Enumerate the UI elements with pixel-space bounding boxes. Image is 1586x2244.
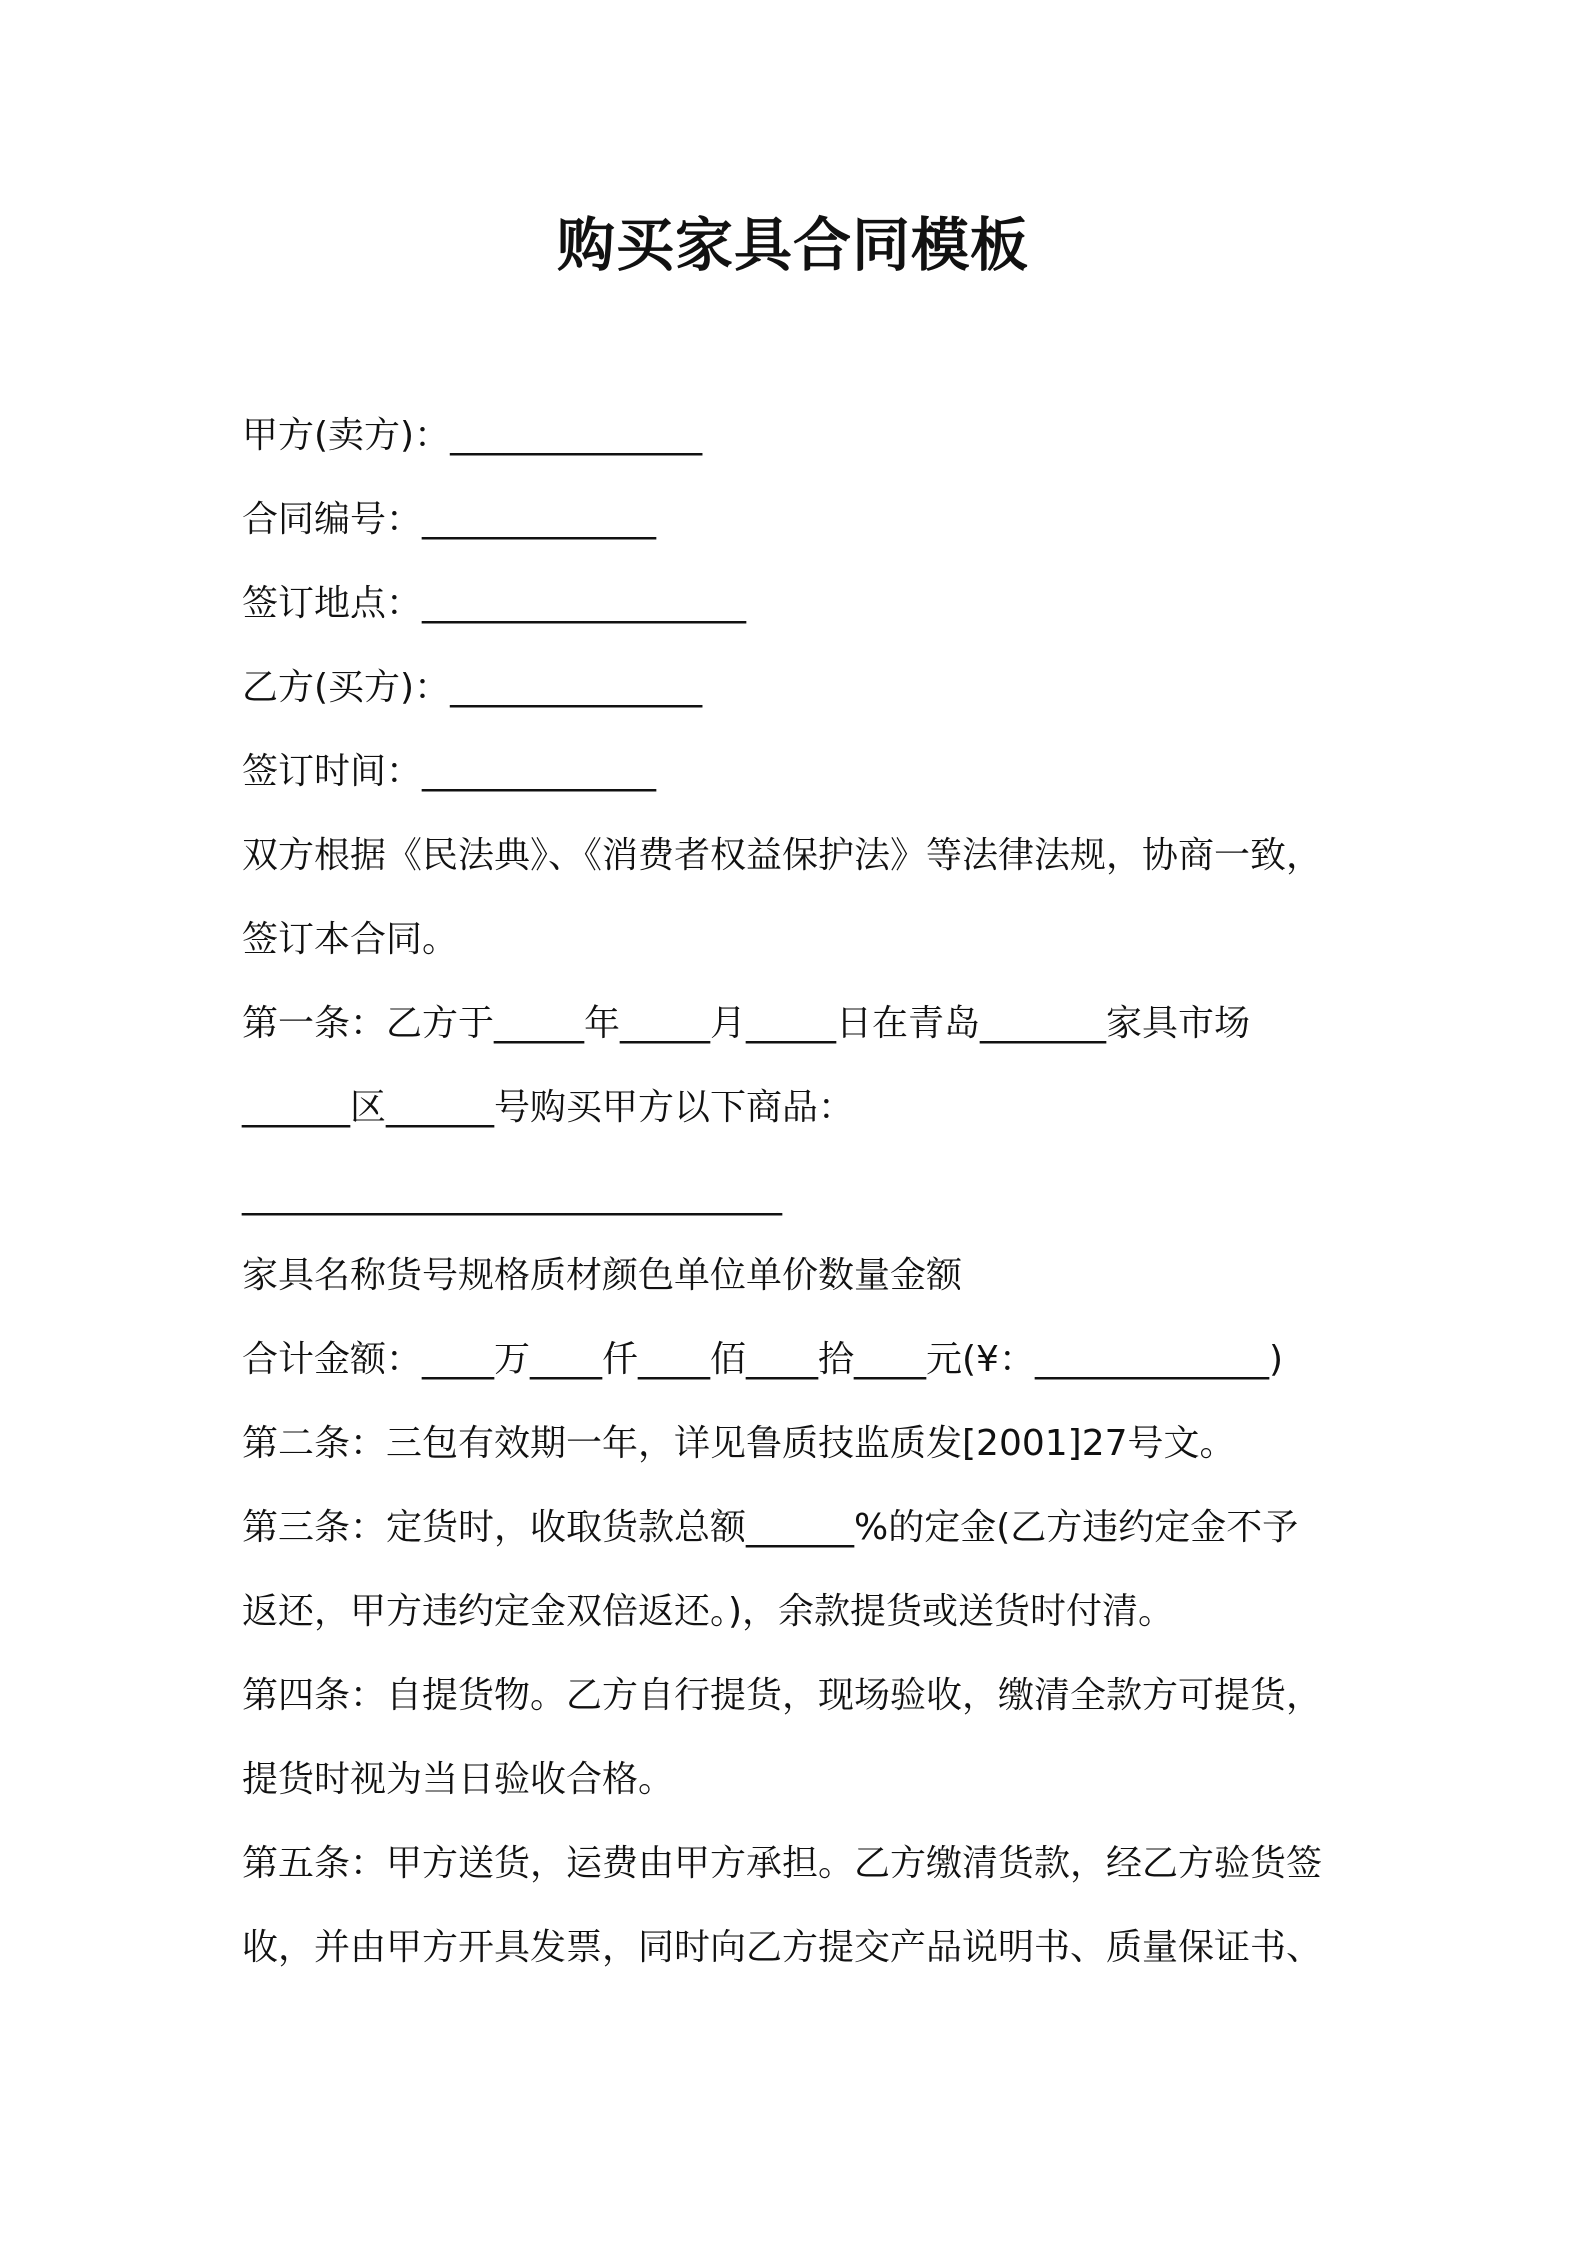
article-4-line-2: 提货时视为当日验收合格。 xyxy=(242,1759,675,1800)
article-2-line: 第二条：三包有效期一年，详见鲁质技监质发[2001]27号文。 xyxy=(242,1423,1236,1464)
article-5-line-2: 收，并由甲方开具发票，同时向乙方提交产品说明书、质量保证书、 xyxy=(242,1927,1323,1968)
article-4-line-1: 第四条：自提货物。乙方自行提货，现场验收，缴清全款方可提货， xyxy=(242,1675,1323,1716)
goods-table-header: 家具名称货号规格质材颜色单位单价数量金额 xyxy=(242,1255,963,1296)
contract-number-field: 合同编号：_____________ xyxy=(242,499,657,540)
signing-place-field: 签订地点：__________________ xyxy=(242,583,747,624)
buyer-field: 乙方(买方)：______________ xyxy=(242,667,703,708)
seller-field: 甲方(卖方)：______________ xyxy=(242,415,703,456)
article-3-line-2: 返还，甲方违约定金双倍返还。)，余款提货或送货时付清。 xyxy=(242,1591,1175,1632)
preamble-line-1: 双方根据《民法典》、《消费者权益保护法》等法律法规，协商一致， xyxy=(242,835,1323,876)
article-1-line-1: 第一条：乙方于_____年_____月_____日在青岛_______家具市场 xyxy=(242,1003,1251,1044)
article-1-line-2: ______区______号购买甲方以下商品： xyxy=(242,1087,855,1128)
preamble-line-2: 签订本合同。 xyxy=(242,919,459,960)
article-5-line-1: 第五条：甲方送货，运费由甲方承担。乙方缴清货款，经乙方验货签 xyxy=(242,1843,1323,1884)
document-title: 购买家具合同模板 xyxy=(556,211,1029,279)
total-amount-line: 合计金额：____万____仟____佰____拾____元(¥：_____________) xyxy=(242,1339,1283,1380)
signing-time-field: 签订时间：_____________ xyxy=(242,751,657,792)
article-1-blank-line: ______________________________ xyxy=(242,1175,782,1216)
article-3-line-1: 第三条：定货时，收取货款总额______%的定金(乙方违约定金不予 xyxy=(242,1507,1299,1548)
